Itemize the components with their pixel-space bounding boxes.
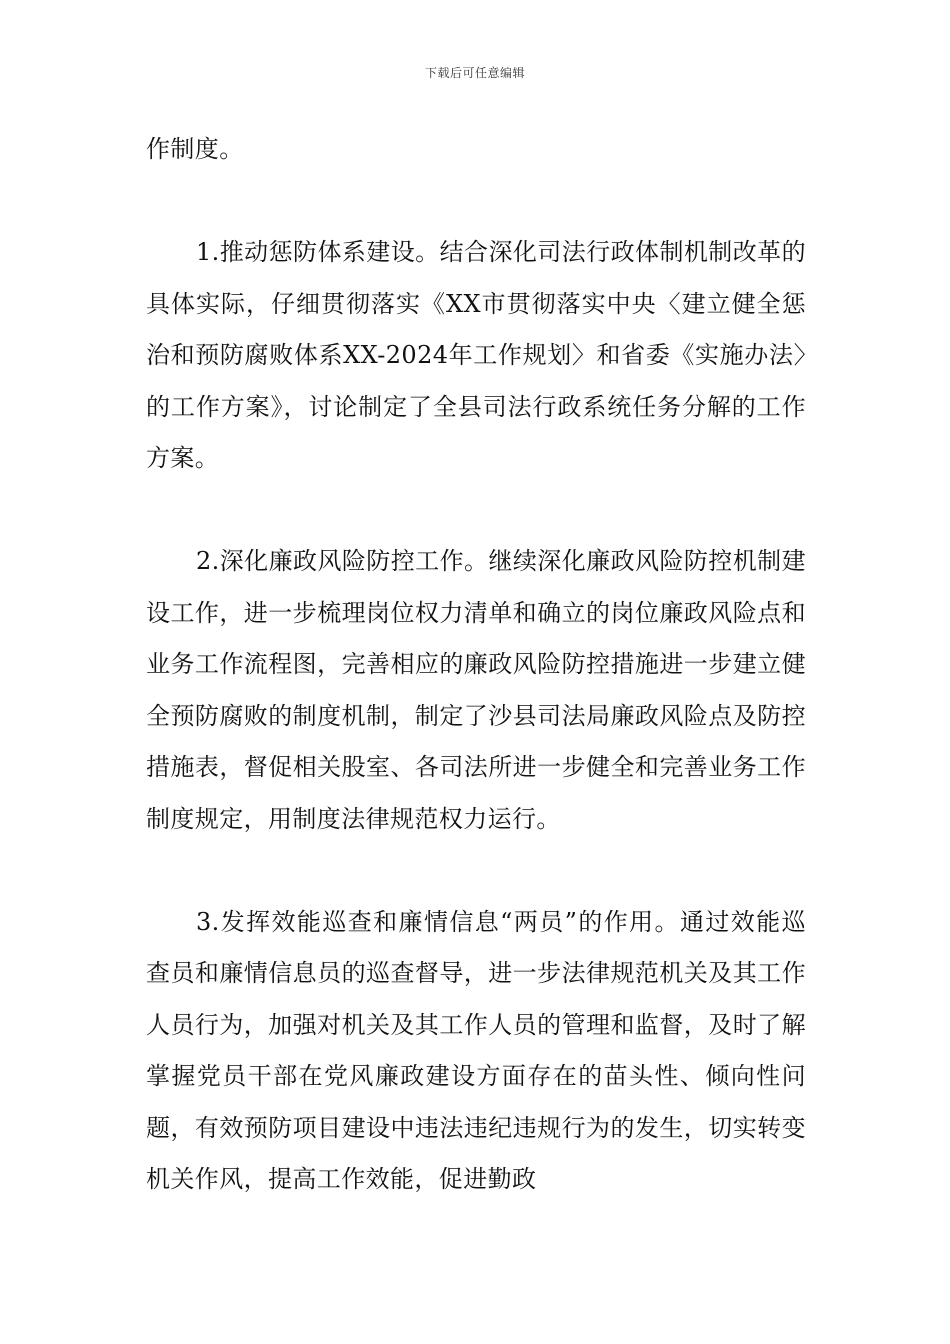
document-body (146, 124, 806, 1206)
paragraph-2-risk-control: 2.深化廉政风险防控工作。继续深化廉政风险防控机制建设工作，进一步梳理岗位权力清单和确立的岗位廉政风险点和业务工作流程图，完善相应的廉政风险防控措施进一步建立健全预防腐败的制度机制，制定了沙县司法局廉政风险点及防控措施表，督促相关股室、各司法所进一步健全和完善业务工作制度规定，用制度法律规范权力运行。 (146, 547, 806, 833)
paragraph-continuation: 作制度。 (146, 135, 244, 163)
paragraph-1-punishment-prevention: 1.推动惩防体系建设。结合深化司法行政体制机制改革的具体实际，仔细贯彻落实《XX市贯彻落实中央〈建立健全惩治和预防腐败体系XX-2024年工作规划〉和省委《实施办法〉的工作方案》，讨论制定了全县司法行政系统任务分解的工作方案。 (146, 238, 806, 472)
paragraph-gap (146, 845, 806, 897)
header-note: 下载后可任意编辑 (424, 66, 525, 80)
paragraph-gap (146, 485, 806, 537)
paragraph-3-inspection-role: 3.发挥效能巡查和廉情信息“两员”的作用。通过效能巡查员和廉情信息员的巡查督导，进一步法律规范机关及其工作人员行为，加强对机关及其工作人员的管理和监督，及时了解掌握党员干部在党风廉政建设方面存在的苗头性、倾向性问题，有效预防项目建设中违法违纪违规行为的发生，切实转变机关作风，提高工作效能，促进勤政 (146, 907, 806, 1193)
paragraph-gap (146, 176, 806, 228)
